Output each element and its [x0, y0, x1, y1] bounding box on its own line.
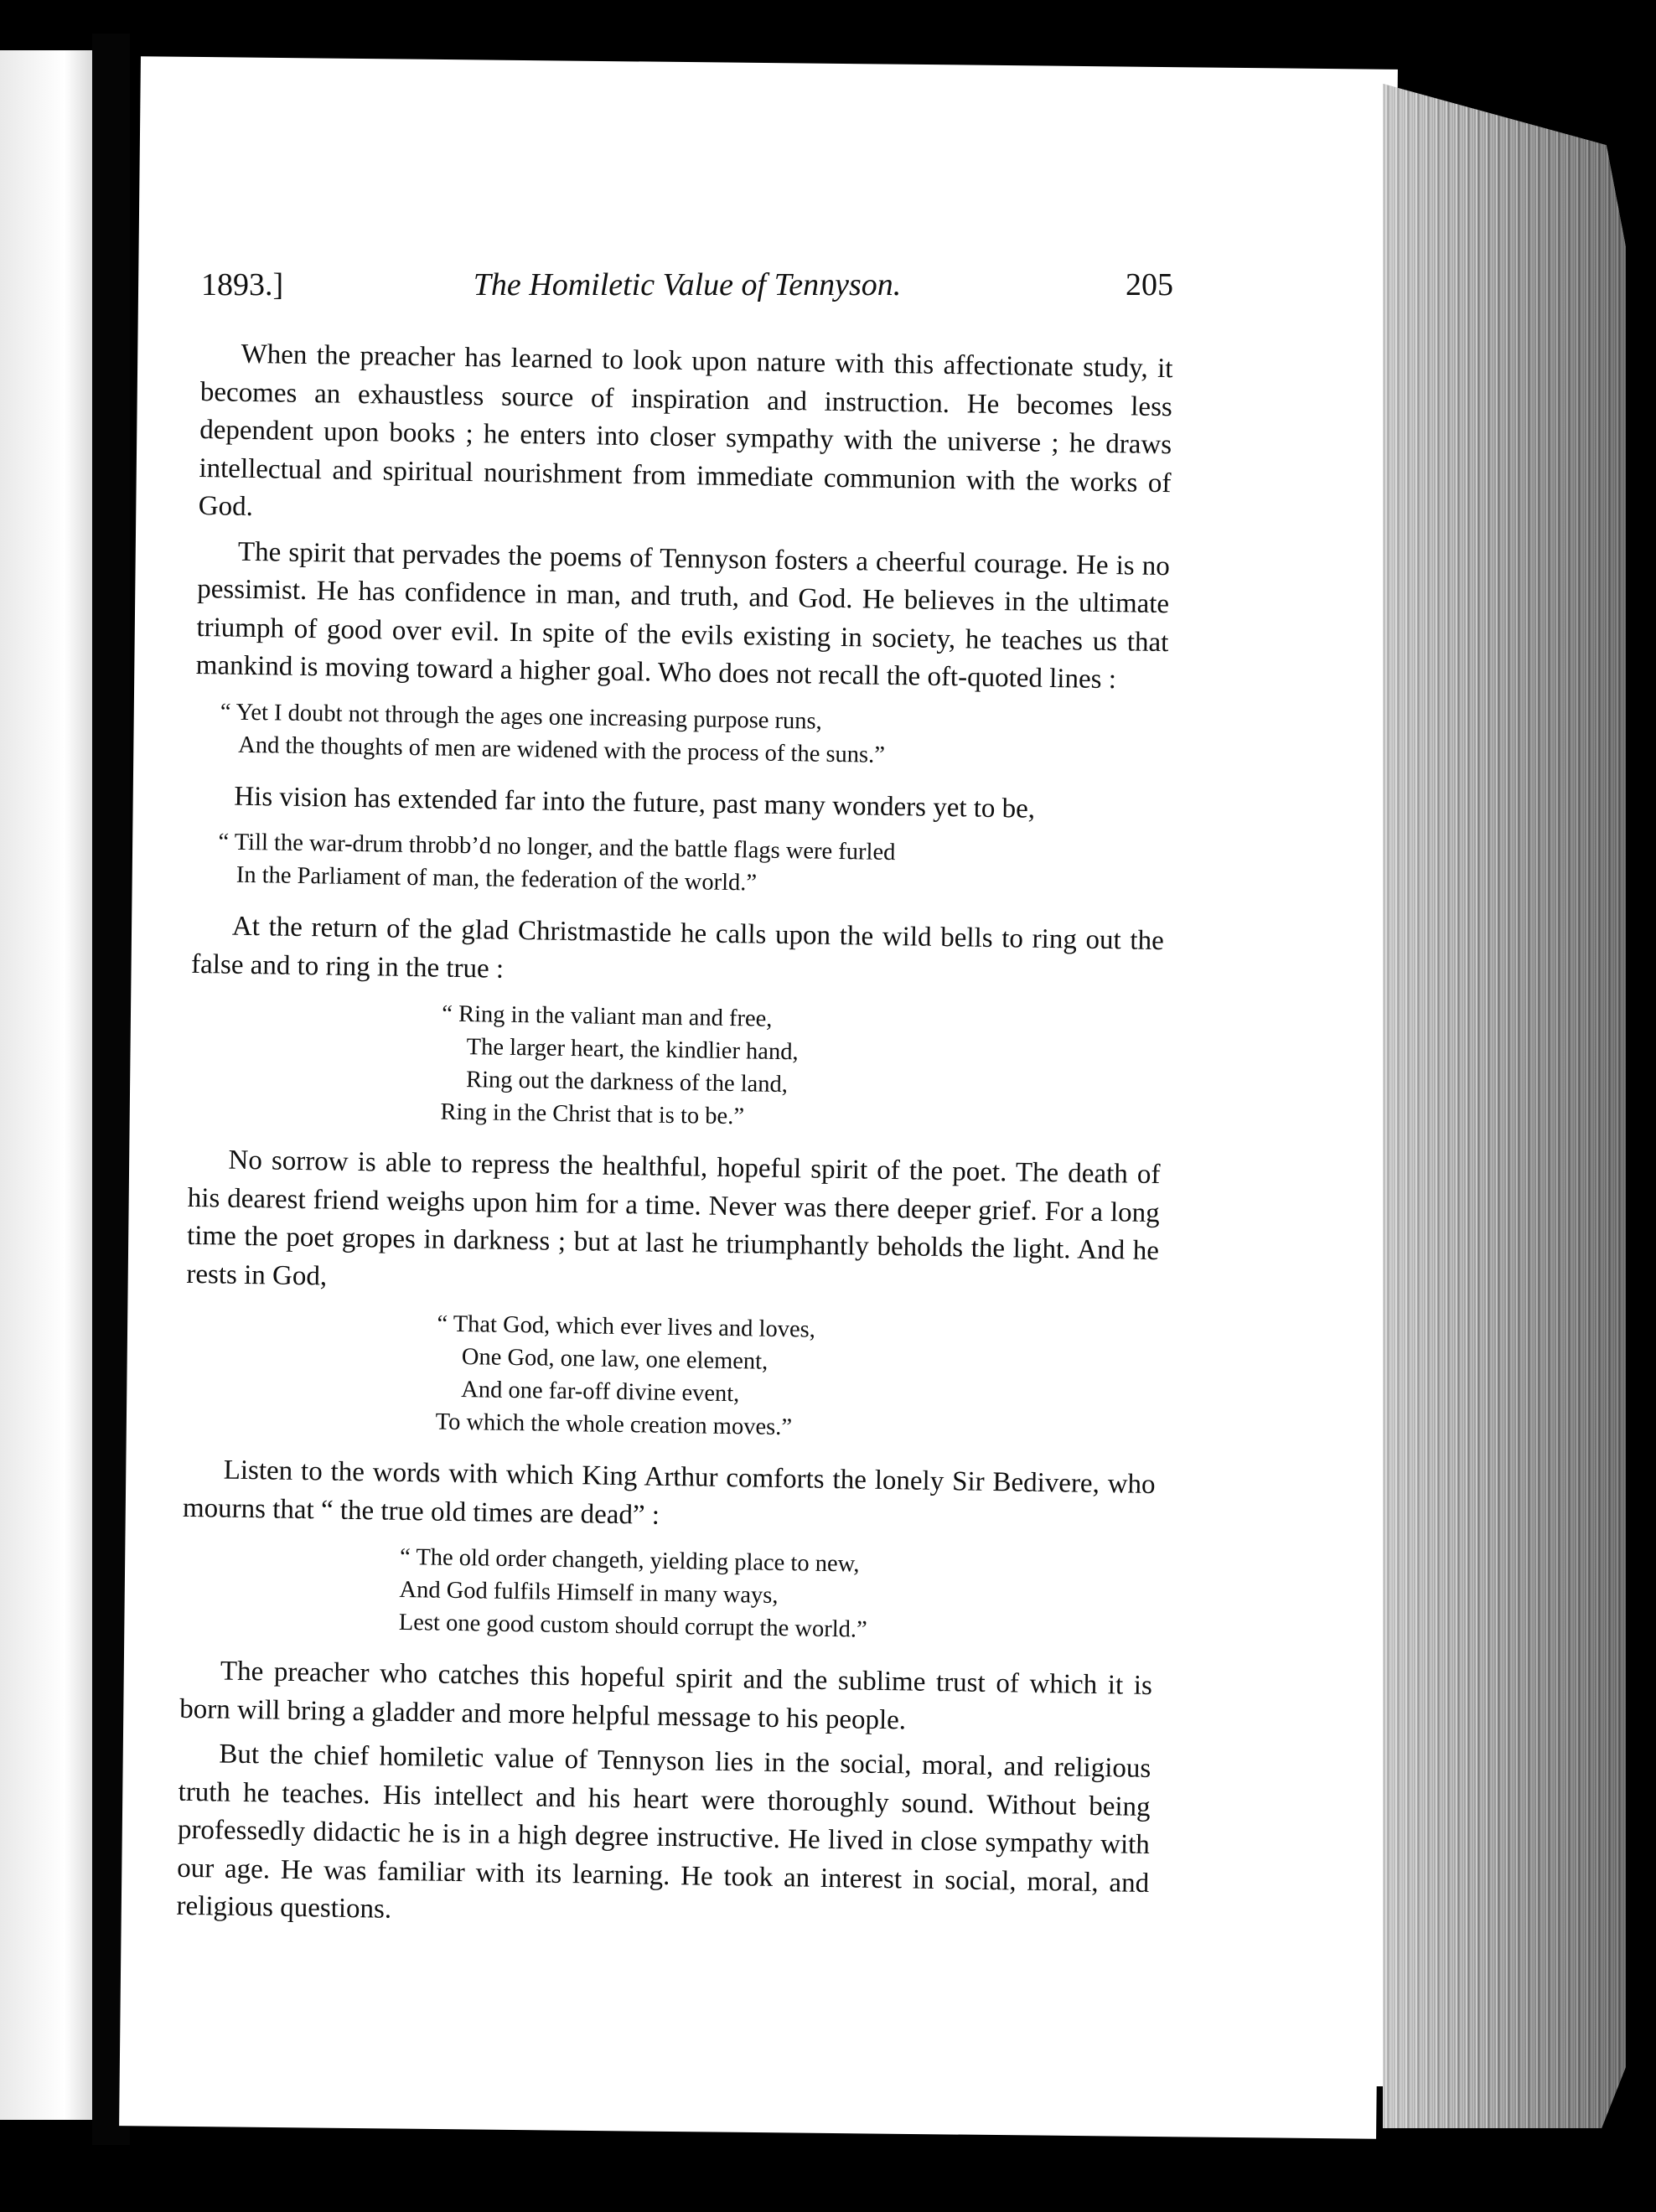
paragraph: Listen to the words with which King Arthur comforts the lonely Sir Bedivere, who mourns that “ the true old times are dead” :: [182, 1455, 1156, 1531]
running-head: [201, 260, 1173, 310]
verse-line: Lest one good custom should corrupt the world.”: [398, 1609, 867, 1643]
facing-page-edge: [0, 50, 92, 2120]
paragraph: No sorrow is able to repress the healthful, hopeful spirit of the poet. The death of his dearest friend weighs upon him for a time. Never was there deeper grief. For a long time the poet gropes in darkness ; but at last he triumphantly beholds the light. And he rests in God,: [186, 1145, 1161, 1291]
paragraph: But the chief homiletic value of Tennyson lies in the social, moral, and religious truth he teaches. His intellect and his heart were thoroughly sound. Without being professedly didactic he is in a high degree instructive. He lived in close sympathy with our age. He was familiar with its learning. He took an interest in social, moral, and religious questions.: [176, 1739, 1151, 1925]
verse-line: And one far-off divine event,: [461, 1377, 740, 1408]
verse-line: The larger heart, the kindlier hand,: [466, 1034, 799, 1066]
verse-line: “ That God, which ever lives and loves,: [437, 1310, 816, 1343]
paragraph: His vision has extended far into the future, past many wonders yet to be,: [234, 781, 1036, 824]
paragraph: When the preacher has learned to look upon nature with this affectionate study, it becomes an exhaustless source of inspiration and instruction. He becomes less dependent upon books ; he enters into closer sympathy with the universe ; he draws intellectual and spiritual nourishment from immediate communion with the works of God.: [198, 339, 1173, 522]
page-number: 205: [1126, 267, 1173, 302]
verse-quotation: [193, 825, 1166, 906]
verse-line: Ring out the darkness of the land,: [465, 1067, 789, 1098]
verse-line: And the thoughts of men are widened with the process of the suns.”: [238, 731, 886, 768]
paragraph: The spirit that pervades the poems of Tennyson fosters a cheerful courage. He is no pessimist. He has confidence in man, and truth, and God. He believes in the ultimate triumph of good over evil. In spite of the evils existing in society, he teaches us that mankind is moving toward a higher goal. Who does not recall the oft-quoted lines :: [195, 536, 1171, 695]
verse-line: One God, one law, one element,: [461, 1344, 768, 1375]
verse-line: Ring in the Christ that is to be.”: [440, 1098, 745, 1130]
book-fore-edge-shading: [1383, 84, 1626, 2128]
paragraph: At the return of the glad Christmastide he calls upon the wild bells to ring out the false and to ring in the true :: [190, 911, 1165, 985]
verse-line: In the Parliament of man, the federation of the world.”: [235, 861, 758, 897]
verse-line: To which the whole creation moves.”: [435, 1408, 793, 1441]
running-head-date: 1893.]: [201, 267, 284, 302]
verse-quotation: [194, 695, 1167, 775]
page-body: [176, 335, 1173, 1947]
verse-line: “ Yet I doubt not through the ages one increasing purpose runs,: [220, 698, 823, 735]
verse-line: “ The old order changeth, yielding place to new,: [399, 1543, 860, 1578]
verse-line: And God fulfils Himself in many ways,: [399, 1576, 779, 1609]
verse-quotation: [189, 994, 1162, 1140]
verse-quotation: [181, 1538, 1155, 1651]
verse-quotation: [184, 1304, 1157, 1450]
verse-line: “ Till the war-drum throbb’d no longer, and the battle flags were furled: [218, 829, 896, 866]
verse-line: “ Ring in the valiant man and free,: [442, 1000, 773, 1032]
paragraph: The preacher who catches this hopeful spirit and the sublime trust of which it is born will bring a gladder and more helpful message to his people.: [179, 1656, 1153, 1735]
running-head-title: The Homiletic Value of Tennyson.: [473, 267, 902, 302]
